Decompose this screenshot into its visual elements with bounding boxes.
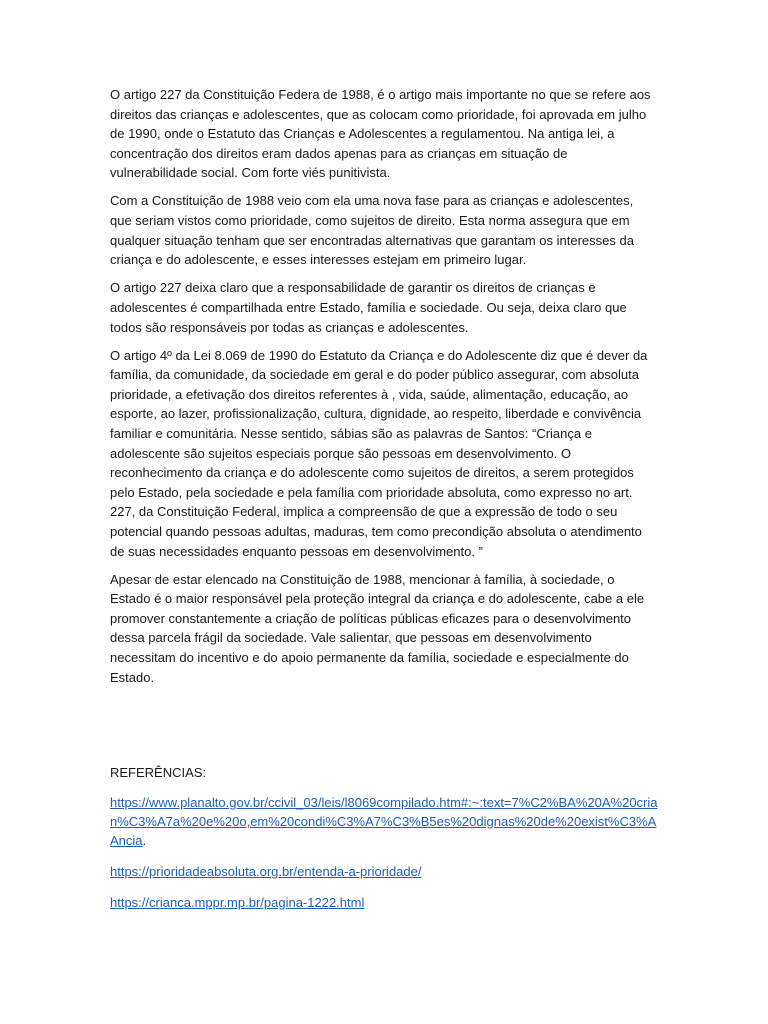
paragraph: Com a Constituição de 1988 veio com ela uma nova fase para as crianças e adolescentes, que seriam vistos como prioridade, como sujeitos de direito. Esta norma assegura que em qualquer situação tenham que ser encontradas alternativas que garantam os interesses da criança e do adolescente, e esses interesses estejam em primeiro lugar. [110,193,634,268]
reference-item [110,862,658,881]
reference-link-mppr[interactable]: https://crianca.mppr.mp.br/pagina-1222.html [110,895,365,910]
reference-link-prioridade-absoluta[interactable]: https://prioridadeabsoluta.org.br/entenda-a-prioridade/ [110,864,422,879]
paragraph: O artigo 4º da Lei 8.069 de 1990 do Estatuto da Criança e do Adolescente diz que é dever da família, da comunidade, da sociedade em geral e do poder público assegurar, com absoluta prioridade, a efetivação dos direitos referentes à , vida, saúde, alimentação, educação, ao esporte, ao lazer, profissionalização, cultura, dignidade, ao respeito, liberdade e convivência familiar e comunitária. Nesse sentido, sábias são as palavras de Santos: “Criança e adolescente são sujeitos especiais porque são pessoas em desenvolvimento. O reconhecimento da criança e do adolescente como sujeitos de direitos, a serem protegidos pelo Estado, pela sociedade e pela família com prioridade absoluta, como expresso no art. 227, da Constituição Federal, implica a compreensão de que a expressão de todo o seu potencial quando pessoas adultas, maduras, tem como precondição absoluta o atendimento de suas necessidades enquanto pessoas em desenvolvimento. ” [110,347,648,559]
reference-item [110,893,658,912]
paragraph: Apesar de estar elencado na Constituição de 1988, mencionar à família, à sociedade, o Estado é o maior responsável pela proteção integral da criança e do adolescente, cabe a ele promover constantemente a criação de políticas públicas eficazes para o desenvolvimento dessa parcela frágil da sociedade. Vale salientar, que pessoas em desenvolvimento necessitam do incentivo e do apoio permanente da família, sociedade e especialmente do Estado. [110,571,645,685]
paragraph: O artigo 227 deixa claro que a responsabilidade de garantir os direitos de crianças e adolescentes é compartilhada entre Estado, família e sociedade. Ou seja, deixa claro que todos são responsáveis por todas as crianças e adolescentes. [110,280,627,335]
references-heading: REFERÊNCIAS: [110,765,207,780]
reference-item [110,793,658,850]
reference-link-planalto[interactable]: https://www.planalto.gov.br/ccivil_03/leis/l8069compilado.htm#:~:text=7%C2%BA%20A%20crian%C3%A7a%20e%20o,em%20condi%C3%A7%C3%B5es%20dignas%20de%20exist%C3%AAncia [110,795,658,848]
reference-tail: . [142,833,147,848]
document-body [110,85,658,696]
references-section [110,763,658,924]
paragraph: O artigo 227 da Constituição Federa de 1988, é o artigo mais importante no que se refere aos direitos das crianças e adolescentes, que as colocam como prioridade, foi aprovada em julho de 1990, onde o Estatuto das Crianças e Adolescentes a regulamentou. Na antiga lei, a concentração dos direitos eram dados apenas para as crianças em situação de vulnerabilidade social. Com forte viés punitivista. [110,87,651,181]
